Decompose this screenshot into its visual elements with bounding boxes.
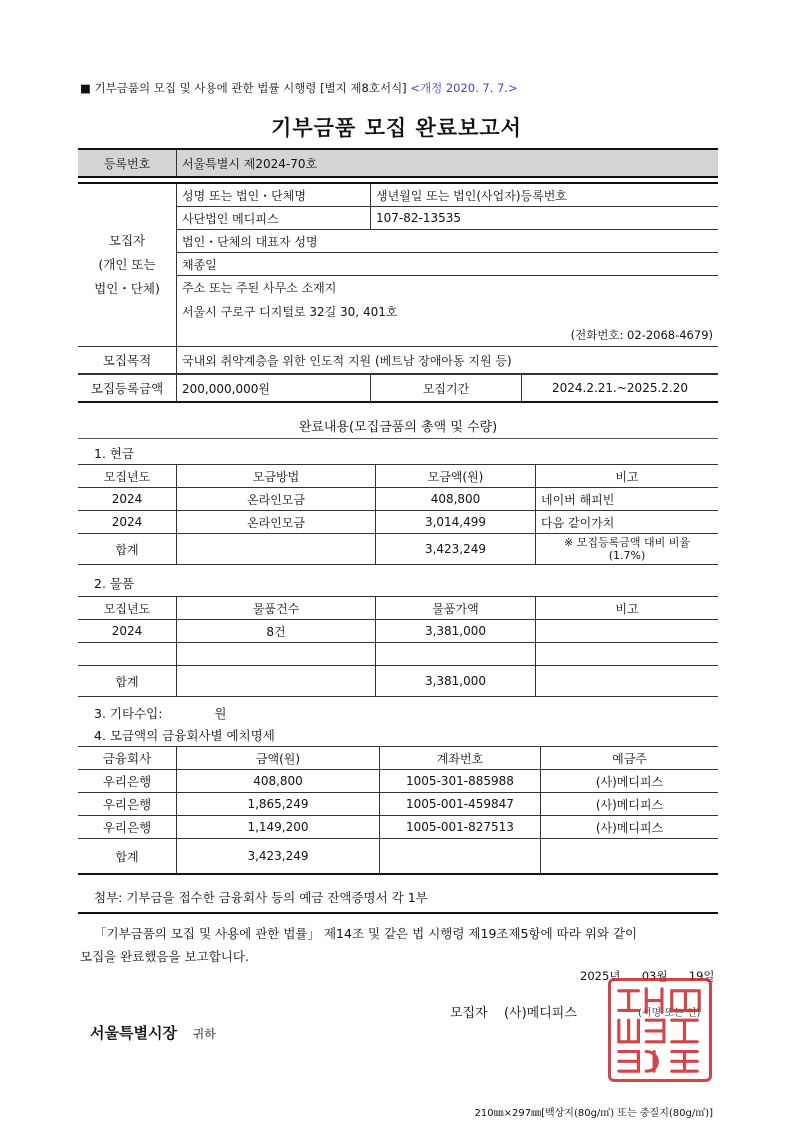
purpose-label: 모집목적: [78, 347, 177, 374]
document-title: 기부금품 모집 완료보고서: [271, 116, 522, 140]
divider: [78, 438, 718, 439]
goods-total-row: 합계 3,381,000: [78, 666, 718, 697]
recruiter-table: [78, 182, 718, 374]
amount-period-table: [78, 374, 718, 403]
goods-header-value: 물품가액: [376, 597, 536, 620]
goods-table: [78, 596, 718, 697]
amount-label: 모집등록금액: [78, 375, 177, 403]
signer: 모집자 (사)메디피스: [450, 1006, 577, 1021]
form-reference: ■ 기부금품의 모집 및 사용에 관한 법률 시행령 [별지 제8호서식]: [80, 81, 407, 95]
recipient: [90, 1022, 216, 1043]
cash-table: [78, 464, 718, 565]
paper-size-footer: 210㎜×297㎜[백상지(80g/㎡) 또는 중질지(80g/㎡)]: [474, 1108, 713, 1119]
recruiter-label: 모집자 (개인 또는 법인・단체): [78, 183, 177, 347]
deposits-table: [78, 746, 718, 875]
representative-value: 채종일: [177, 253, 719, 276]
attachment-note: 첨부: 기부금을 접수한 금융회사 등의 예금 잔액증명서 각 1부: [94, 890, 428, 905]
deposits-header-bank: 금융회사: [78, 747, 177, 770]
cash-total-row: 합계 3,423,249 ※ 모집등록금액 대비 비율 (1.7%): [78, 534, 718, 565]
purpose-value: 국내외 취약계층을 위한 인도적 지원 (베트남 장애아동 지원 등): [177, 347, 719, 374]
sign-note: (서명 또는 인): [638, 1008, 701, 1019]
official-seal-stamp: [608, 978, 712, 1082]
recipient-name: 서울특별시장: [90, 1024, 177, 1042]
table-row: [78, 643, 718, 666]
id-value: 107-82-13535: [371, 207, 719, 230]
statement-line-2: 모집을 완료했음을 보고합니다.: [80, 949, 249, 964]
table-row: 2024 온라인모금 408,800 네이버 해피빈: [78, 488, 718, 511]
cash-heading: 1. 현금: [94, 446, 135, 461]
address-value: 서울시 구로구 디지털로 32길 30, 401호: [177, 298, 719, 324]
divider: [78, 912, 718, 914]
recipient-suffix: 귀하: [192, 1027, 216, 1041]
name-label: 성명 또는 법인・단체명: [177, 183, 371, 207]
cash-header-method: 모금방법: [177, 465, 376, 488]
other-income: 3. 기타수입: 원: [94, 706, 227, 721]
deposits-heading: 4. 모금액의 금융회사별 예치명세: [94, 728, 275, 743]
table-row: 2024 온라인모금 3,014,499 다음 같이가치: [78, 511, 718, 534]
revision-note: <개정 2020. 7. 7.>: [410, 81, 518, 95]
completion-title: 완료내용(모집금품의 총액 및 수량): [298, 420, 498, 435]
cash-header-amount: 모금액(원): [376, 465, 536, 488]
period-label: 모집기간: [371, 375, 522, 403]
registration-table: [78, 148, 718, 178]
address-label: 주소 또는 주된 사무소 소재지: [177, 276, 719, 299]
registration-value: 서울특별시 제2024-70호: [177, 149, 719, 177]
deposits-header-account: 계좌번호: [380, 747, 541, 770]
deposits-total-row: 합계 3,423,249: [78, 839, 718, 875]
table-row: 우리은행 1,149,200 1005-001-827513 (사)메디피스: [78, 816, 718, 839]
ratio-value: (1.7%): [608, 549, 646, 562]
goods-header-year: 모집년도: [78, 597, 177, 620]
table-row: 우리은행 1,865,249 1005-001-459847 (사)메디피스: [78, 793, 718, 816]
phone-number: (전화번호: 02-2068-4679): [177, 324, 719, 347]
goods-header-note: 비고: [536, 597, 719, 620]
id-label: 생년월일 또는 법인(사업자)등록번호: [371, 183, 719, 207]
ratio-note: ※ 모집등록금액 대비 비율: [564, 536, 690, 549]
amount-value: 200,000,000원: [177, 375, 371, 403]
goods-heading: 2. 물품: [94, 576, 135, 591]
deposits-header-holder: 예금주: [541, 747, 719, 770]
name-value: 사단법인 메디피스: [177, 207, 371, 230]
period-value: 2024.2.21.~2025.2.20: [522, 375, 719, 403]
cash-header-year: 모집년도: [78, 465, 177, 488]
seal-icon: [611, 981, 709, 1079]
goods-header-count: 물품건수: [177, 597, 376, 620]
representative-label: 법인・단체의 대표자 성명: [177, 230, 719, 253]
table-row: 2024 8건 3,381,000: [78, 620, 718, 643]
deposits-header-amount: 금액(원): [177, 747, 380, 770]
table-row: 우리은행 408,800 1005-301-885988 (사)메디피스: [78, 770, 718, 793]
cash-header-note: 비고: [536, 465, 719, 488]
form-header-note: [80, 80, 518, 96]
statement-line-1: 「기부금품의 모집 및 사용에 관한 법률」 제14조 및 같은 법 시행령 제19조제5항에 따라 위와 같이: [94, 926, 638, 941]
registration-label: 등록번호: [78, 149, 177, 177]
report-date: 2025년 03월 19일: [580, 969, 715, 983]
